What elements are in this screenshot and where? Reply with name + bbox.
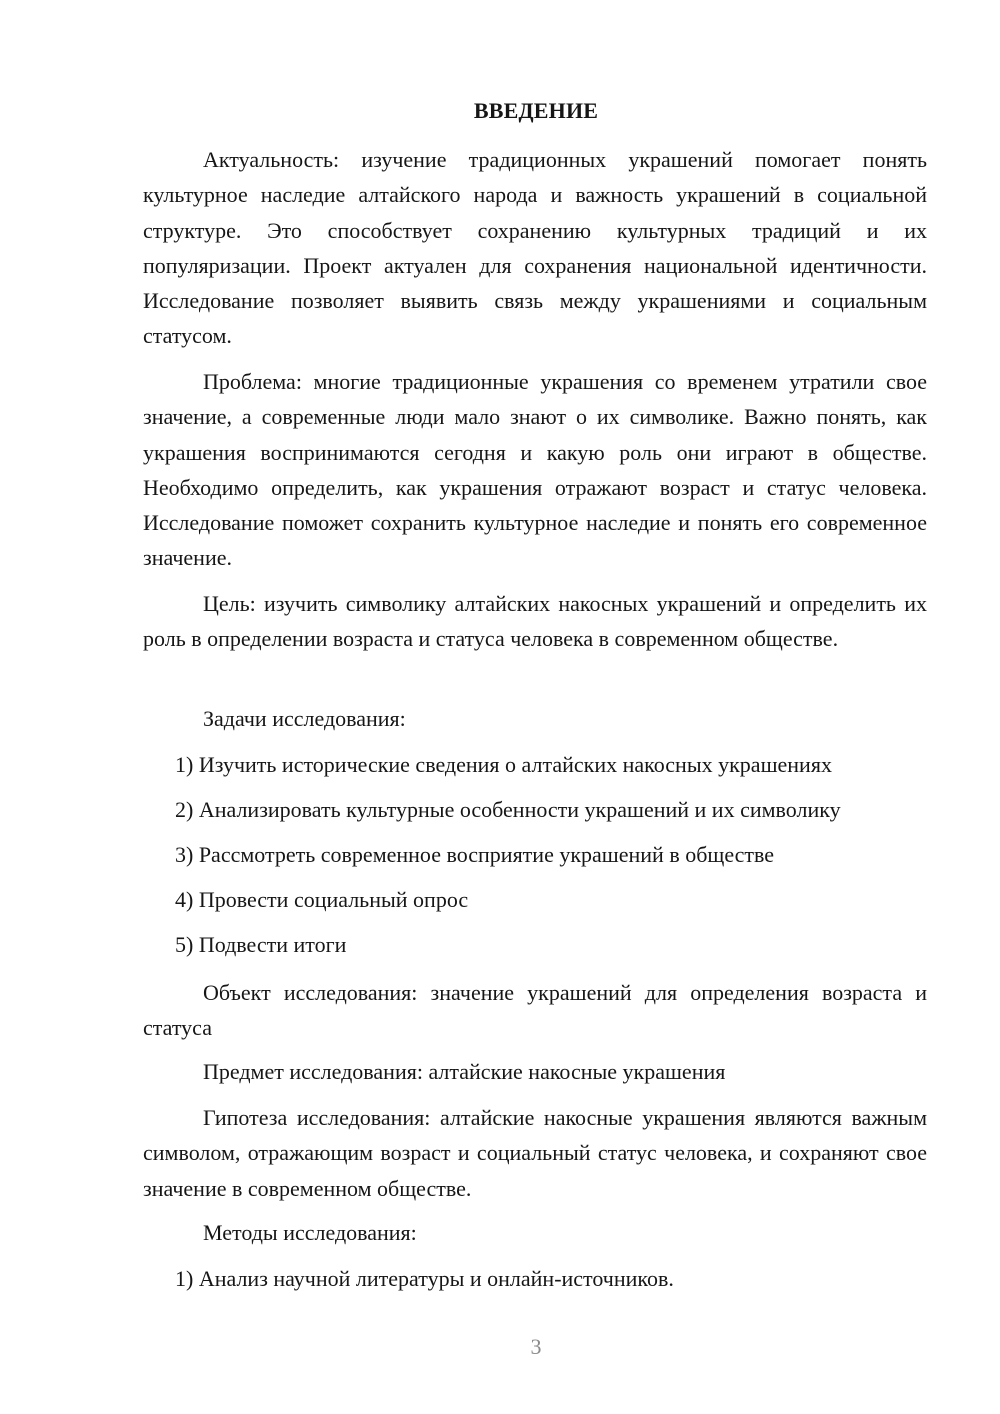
methods-heading: Методы исследования: xyxy=(203,1220,417,1245)
task-item: 5) Подвести итоги xyxy=(175,932,347,957)
section-heading: ВВЕДЕНИЕ xyxy=(473,98,599,123)
page-number: 3 xyxy=(530,1334,542,1359)
problem-paragraph: Проблема: многие традиционные украшения со временем утратили свое значение, а современные люди мало знают о их символике. Важно понять, как украшения воспринимаются сегодня и какую роль они играют в обществе. Необходимо определить, как украшения отражают возраст и статус человека. Исследование поможет сохранить культурное наследие и понять его современное значение. xyxy=(143,369,927,571)
subject-line: Предмет исследования: алтайские накосные украшения xyxy=(203,1059,726,1084)
tasks-heading: Задачи исследования: xyxy=(203,706,406,731)
relevance-paragraph: Актуальность: изучение традиционных украшений помогает понять культурное наследие алтайского народа и важность украшений в социальной структуре. Это способствует сохранению культурных традиций и их популяризации. Проект актуален для сохранения национальной идентичности. Исследование позволяет выявить связь между украшениями и социальным статусом. xyxy=(143,147,927,349)
task-item: 2) Анализировать культурные особенности украшений и их символику xyxy=(175,797,841,822)
task-item: 3) Рассмотреть современное восприятие украшений в обществе xyxy=(175,842,775,867)
object-paragraph: Объект исследования: значение украшений для определения возраста и статуса xyxy=(143,980,927,1041)
task-item: 1) Изучить исторические сведения о алтайских накосных украшениях xyxy=(175,752,832,777)
method-item: 1) Анализ научной литературы и онлайн-источников. xyxy=(175,1266,674,1291)
goal-paragraph: Цель: изучить символику алтайских накосных украшений и определить их роль в определении возраста и статуса человека в современном обществе. xyxy=(143,591,927,652)
task-item: 4) Провести социальный опрос xyxy=(175,887,469,912)
hypothesis-paragraph: Гипотеза исследования: алтайские накосные украшения являются важным символом, отражающим возраст и социальный статус человека, и сохраняют свое значение в современном обществе. xyxy=(143,1105,927,1201)
